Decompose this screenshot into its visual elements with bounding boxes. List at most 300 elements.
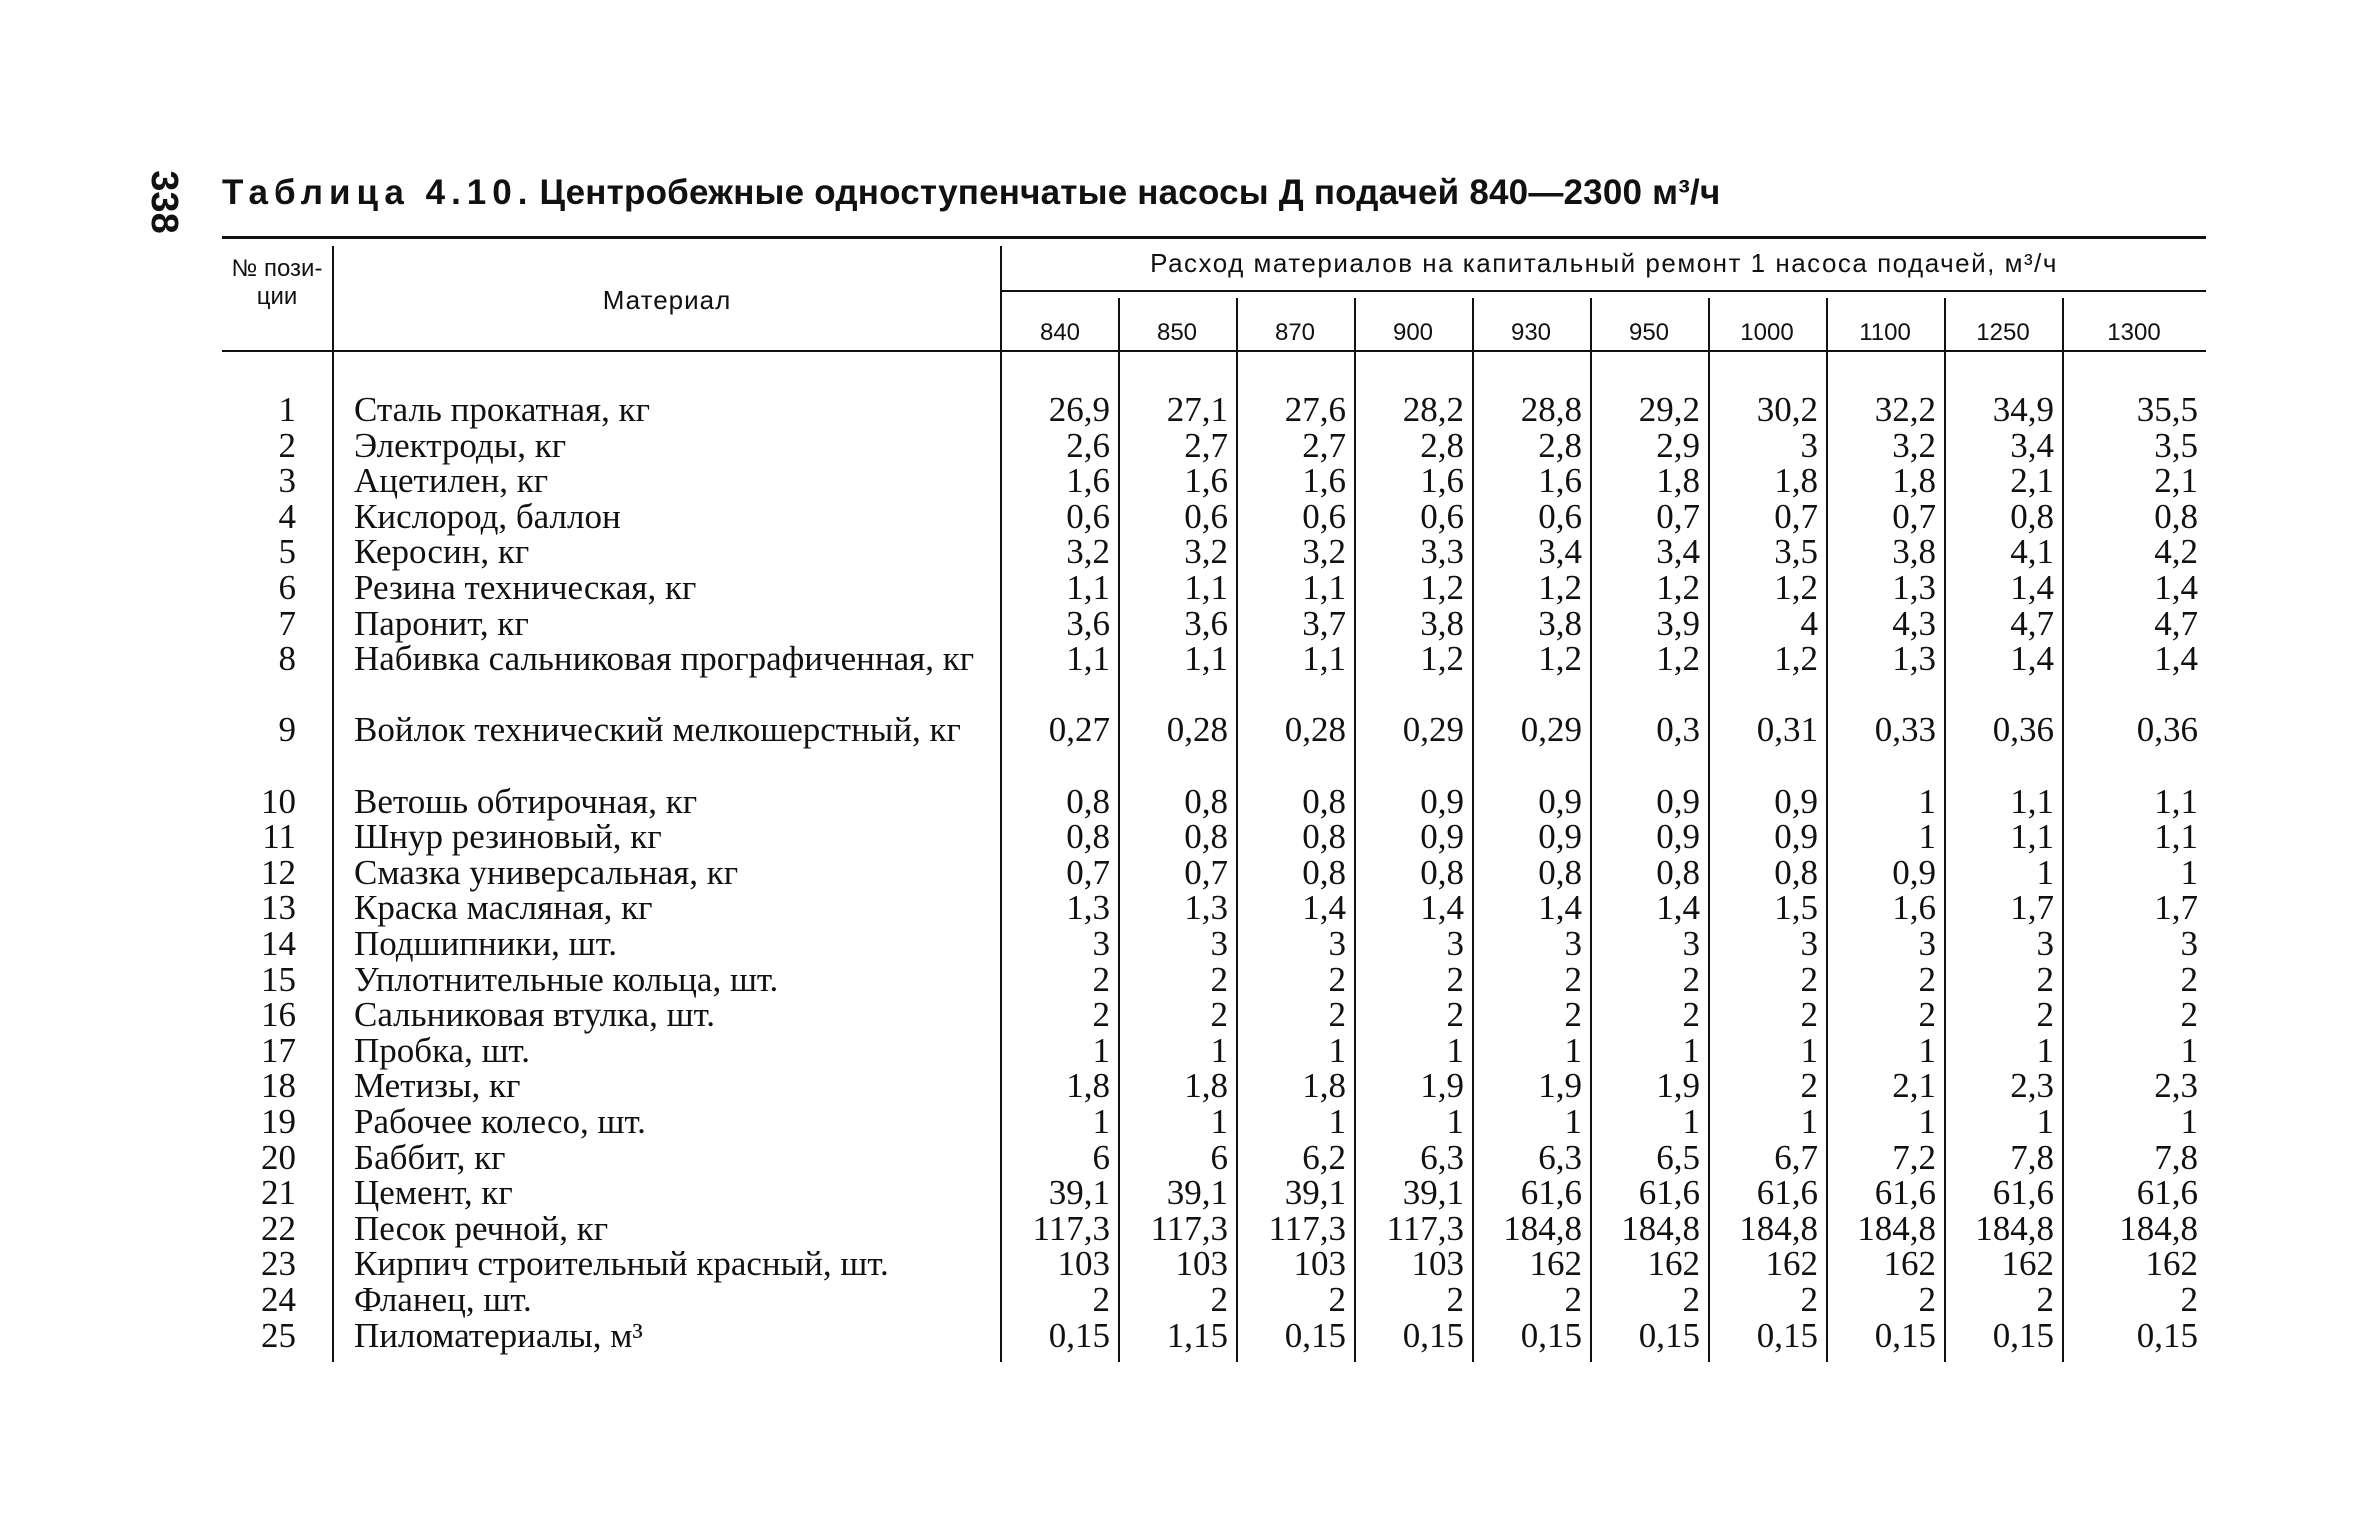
row-value: 2	[1564, 959, 1582, 999]
row-value: 3	[1446, 924, 1464, 963]
row-value: 3,5	[1774, 532, 1818, 572]
row-material: Ацетилен, кг	[354, 461, 549, 501]
header-material: Материал	[602, 285, 732, 315]
row-value: 0,15	[1874, 1315, 1936, 1355]
row-value: 1	[2180, 1102, 2198, 1141]
row-value: 6,5	[1656, 1137, 1700, 1177]
row-value: 2	[2180, 959, 2198, 999]
row-value: 61,6	[1756, 1173, 1818, 1213]
table-title	[222, 172, 1721, 214]
row-value: 2,8	[1420, 425, 1464, 465]
row-position: 23	[261, 1244, 296, 1284]
row-value: 1	[1328, 1030, 1346, 1070]
row-position: 16	[261, 995, 296, 1035]
row-value: 1,2	[1774, 639, 1818, 679]
row-value: 0,33	[1874, 710, 1936, 750]
row-material: Цемент, кг	[354, 1173, 513, 1213]
header-capacity: 950	[1628, 319, 1670, 346]
row-material: Уплотнительные кольца, шт.	[354, 959, 779, 999]
row-value: 184,8	[1739, 1208, 1818, 1248]
row-value: 3,7	[1302, 603, 1346, 643]
row-value: 1,5	[1774, 888, 1818, 928]
header-capacity: 840	[1039, 319, 1081, 346]
row-value: 3	[1564, 924, 1582, 963]
row-value: 2	[1210, 959, 1228, 999]
row-value: 61,6	[2136, 1173, 2198, 1213]
row-value: 2	[1918, 959, 1936, 999]
row-value: 3,4	[1656, 532, 1700, 572]
row-value: 3	[1918, 924, 1936, 963]
row-value: 2	[2036, 959, 2054, 999]
row-value: 0,9	[1892, 852, 1936, 892]
row-value: 39,1	[1048, 1173, 1110, 1213]
row-value: 184,8	[1975, 1208, 2054, 1248]
row-value: 1	[1800, 1102, 1818, 1141]
row-value: 29,2	[1638, 390, 1700, 429]
row-value: 39,1	[1166, 1173, 1228, 1213]
row-value: 2	[2180, 995, 2198, 1035]
row-value: 0,9	[1420, 781, 1464, 821]
row-material: Керосин, кг	[354, 532, 530, 572]
row-value: 0,8	[1656, 852, 1700, 892]
row-value: 0,7	[1066, 852, 1110, 892]
row-value: 1,1	[1184, 568, 1228, 607]
row-value: 26,9	[1048, 390, 1110, 429]
row-value: 0,28	[1284, 710, 1346, 750]
row-value: 0,31	[1756, 710, 1818, 750]
row-position: 20	[261, 1137, 296, 1177]
table-title-text: Центробежные одноступенчатые насосы Д подачей 840—2300 м³/ч	[539, 173, 1721, 212]
row-value: 61,6	[1520, 1173, 1582, 1213]
row-value: 3,8	[1538, 603, 1582, 643]
header-capacity: 1000	[1740, 319, 1794, 346]
row-value: 1,1	[2154, 781, 2198, 821]
row-value: 1,8	[1066, 1066, 1110, 1106]
row-value: 0,9	[1420, 817, 1464, 857]
row-value: 3,2	[1184, 532, 1228, 572]
row-value: 1,3	[1892, 639, 1936, 679]
row-value: 32,2	[1874, 390, 1936, 429]
row-value: 3,6	[1184, 603, 1228, 643]
row-value: 1	[1446, 1030, 1464, 1070]
row-value: 0,27	[1048, 710, 1110, 750]
row-value: 1,4	[1420, 888, 1464, 928]
row-value: 0,6	[1420, 496, 1464, 536]
row-position: 21	[261, 1173, 296, 1213]
row-value: 3	[1328, 924, 1346, 963]
row-value: 2,1	[2010, 461, 2054, 501]
row-value: 184,8	[2119, 1208, 2198, 1248]
row-value: 1,4	[2010, 639, 2054, 679]
row-position: 8	[278, 639, 296, 679]
row-value: 0,6	[1184, 496, 1228, 536]
row-material: Кирпич строительный красный, шт.	[354, 1244, 889, 1284]
row-value: 2,1	[1892, 1066, 1936, 1106]
row-material: Подшипники, шт.	[354, 924, 618, 963]
row-material: Сталь прокатная, кг	[354, 390, 650, 429]
row-value: 2	[1328, 1280, 1346, 1319]
row-value: 1,1	[2010, 781, 2054, 821]
row-value: 1	[1210, 1030, 1228, 1070]
row-value: 0,9	[1774, 781, 1818, 821]
row-value: 1,3	[1066, 888, 1110, 928]
row-value: 1,2	[1774, 568, 1818, 607]
row-value: 2	[1682, 1280, 1700, 1319]
row-value: 2	[1564, 995, 1582, 1035]
row-value: 2	[1800, 1066, 1818, 1106]
row-value: 3,3	[1420, 532, 1464, 572]
row-value: 3,4	[2010, 425, 2054, 465]
row-material: Метизы, кг	[354, 1066, 521, 1106]
row-value: 103	[1057, 1244, 1110, 1284]
row-value: 117,3	[1032, 1208, 1110, 1248]
row-value: 1,6	[1184, 461, 1228, 501]
row-value: 0,9	[1538, 781, 1582, 821]
row-value: 6,3	[1538, 1137, 1582, 1177]
row-value: 1,4	[2154, 639, 2198, 679]
row-value: 0,6	[1302, 496, 1346, 536]
row-value: 1,1	[1184, 639, 1228, 679]
row-value: 117,3	[1150, 1208, 1228, 1248]
row-value: 1,6	[1302, 461, 1346, 501]
row-value: 184,8	[1503, 1208, 1582, 1248]
row-material: Набивка сальниковая прографиченная, кг	[354, 639, 975, 679]
row-value: 1	[1092, 1030, 1110, 1070]
row-value: 1,4	[1538, 888, 1582, 928]
row-value: 1,6	[1066, 461, 1110, 501]
row-value: 2	[1446, 1280, 1464, 1319]
row-value: 0,7	[1774, 496, 1818, 536]
row-value: 0,7	[1892, 496, 1936, 536]
row-value: 103	[1175, 1244, 1228, 1284]
row-value: 0,8	[1302, 817, 1346, 857]
row-position: 12	[261, 852, 296, 892]
row-value: 1	[1918, 1030, 1936, 1070]
row-material: Рабочее колесо, шт.	[354, 1102, 646, 1141]
row-value: 0,8	[1420, 852, 1464, 892]
row-value: 2	[2036, 1280, 2054, 1319]
row-value: 162	[2001, 1244, 2054, 1284]
row-material: Песок речной, кг	[354, 1208, 609, 1248]
row-value: 3,4	[1538, 532, 1582, 572]
header-capacity: 1250	[1976, 319, 2030, 346]
row-value: 2	[1918, 995, 1936, 1035]
row-value: 27,1	[1166, 390, 1228, 429]
row-value: 3	[1210, 924, 1228, 963]
row-material: Электроды, кг	[354, 425, 567, 465]
row-material: Сальниковая втулка, шт.	[354, 995, 716, 1035]
row-value: 0,8	[1066, 817, 1110, 857]
row-value: 1,15	[1166, 1315, 1228, 1355]
row-material: Кислород, баллон	[354, 496, 621, 536]
row-value: 4,2	[2154, 532, 2198, 572]
row-value: 27,6	[1284, 390, 1346, 429]
row-value: 1	[1682, 1030, 1700, 1070]
row-value: 0,36	[1992, 710, 2054, 750]
row-value: 1,1	[1302, 639, 1346, 679]
row-value: 35,5	[2136, 390, 2198, 429]
row-value: 2	[1328, 959, 1346, 999]
row-value: 184,8	[1857, 1208, 1936, 1248]
row-value: 1,4	[1302, 888, 1346, 928]
row-value: 0,8	[2010, 496, 2054, 536]
row-value: 0,15	[1284, 1315, 1346, 1355]
row-value: 162	[1765, 1244, 1818, 1284]
row-value: 1,2	[1420, 639, 1464, 679]
row-value: 1	[1564, 1030, 1582, 1070]
row-value: 28,8	[1520, 390, 1582, 429]
row-value: 117,3	[1268, 1208, 1346, 1248]
row-value: 1,1	[1302, 568, 1346, 607]
row-value: 0,28	[1166, 710, 1228, 750]
header-consumption-group: Расход материалов на капитальный ремонт 1 насоса подачей, м³/ч	[1150, 248, 2058, 278]
row-value: 1,2	[1538, 639, 1582, 679]
row-value: 1	[2180, 1030, 2198, 1070]
row-material: Паронит, кг	[354, 603, 529, 643]
row-value: 2,1	[2154, 461, 2198, 501]
row-value: 1	[1446, 1102, 1464, 1141]
row-material: Шнур резиновый, кг	[354, 817, 662, 857]
row-value: 184,8	[1621, 1208, 1700, 1248]
header-capacity: 1100	[1859, 319, 1911, 346]
row-value: 6,2	[1302, 1137, 1346, 1177]
row-value: 1	[1092, 1102, 1110, 1141]
row-value: 2,3	[2154, 1066, 2198, 1106]
row-value: 1	[1918, 781, 1936, 821]
header-capacity: 870	[1274, 319, 1316, 346]
row-position: 2	[278, 425, 296, 465]
row-value: 39,1	[1284, 1173, 1346, 1213]
row-value: 3	[1092, 924, 1110, 963]
row-value: 3,5	[2154, 425, 2198, 465]
row-value: 1	[1682, 1102, 1700, 1141]
row-value: 2	[1446, 959, 1464, 999]
row-position: 25	[261, 1315, 296, 1355]
row-value: 3,6	[1066, 603, 1110, 643]
row-value: 3	[2180, 924, 2198, 963]
row-value: 162	[2145, 1244, 2198, 1284]
row-value: 4	[1800, 603, 1818, 643]
row-material: Краска масляная, кг	[354, 888, 653, 928]
row-value: 3	[2036, 924, 2054, 963]
row-value: 0,7	[1184, 852, 1228, 892]
header-capacity: 930	[1510, 319, 1552, 346]
row-value: 2	[2180, 1280, 2198, 1319]
row-value: 0,15	[2136, 1315, 2198, 1355]
row-position: 22	[261, 1208, 296, 1248]
row-value: 3,9	[1656, 603, 1700, 643]
row-value: 0,8	[1066, 781, 1110, 821]
row-value: 2,9	[1656, 425, 1700, 465]
row-value: 1,3	[1184, 888, 1228, 928]
row-value: 1,1	[1066, 639, 1110, 679]
row-position: 18	[261, 1066, 296, 1106]
row-value: 6,3	[1420, 1137, 1464, 1177]
row-value: 1	[1210, 1102, 1228, 1141]
row-value: 1,2	[1656, 639, 1700, 679]
header-bottom-rule	[222, 350, 2206, 352]
row-value: 0,8	[1538, 852, 1582, 892]
row-value: 2,7	[1302, 425, 1346, 465]
row-value: 1,7	[2154, 888, 2198, 928]
row-value: 0,3	[1656, 710, 1700, 750]
row-position: 6	[278, 568, 296, 607]
row-value: 4,7	[2010, 603, 2054, 643]
row-value: 2,8	[1538, 425, 1582, 465]
row-value: 2	[1564, 1280, 1582, 1319]
row-value: 1,9	[1420, 1066, 1464, 1106]
row-value: 0,15	[1520, 1315, 1582, 1355]
row-value: 4,7	[2154, 603, 2198, 643]
row-value: 1	[1328, 1102, 1346, 1141]
row-material: Ветошь обтирочная, кг	[354, 781, 698, 821]
row-value: 61,6	[1874, 1173, 1936, 1213]
row-value: 2	[1328, 995, 1346, 1035]
row-position: 24	[261, 1280, 296, 1319]
row-value: 1	[2036, 1102, 2054, 1141]
row-value: 2	[1918, 1280, 1936, 1319]
row-value: 2	[1446, 995, 1464, 1035]
row-value: 0,29	[1402, 710, 1464, 750]
row-value: 1	[1564, 1102, 1582, 1141]
row-value: 7,2	[1892, 1137, 1936, 1177]
row-value: 0,8	[2154, 496, 2198, 536]
row-position: 17	[261, 1030, 296, 1070]
row-position: 11	[262, 817, 296, 857]
row-value: 2	[1092, 1280, 1110, 1319]
table-top-rule	[222, 236, 2206, 239]
row-value: 103	[1293, 1244, 1346, 1284]
row-value: 4,1	[2010, 532, 2054, 572]
row-value: 1	[2036, 852, 2054, 892]
row-value: 1,9	[1538, 1066, 1582, 1106]
row-value: 1,7	[2010, 888, 2054, 928]
row-value: 7,8	[2010, 1137, 2054, 1177]
row-value: 2	[2036, 995, 2054, 1035]
header-group-rule	[1002, 290, 2206, 292]
row-value: 3,2	[1066, 532, 1110, 572]
row-value: 2	[1092, 995, 1110, 1035]
row-value: 1	[1800, 1030, 1818, 1070]
row-value: 6	[1092, 1137, 1110, 1177]
row-value: 0,6	[1066, 496, 1110, 536]
row-value: 0,8	[1184, 781, 1228, 821]
row-value: 0,8	[1184, 817, 1228, 857]
col-rule-position	[332, 246, 334, 1362]
row-value: 1,6	[1892, 888, 1936, 928]
row-value: 30,2	[1756, 390, 1818, 429]
row-value: 61,6	[1992, 1173, 2054, 1213]
row-value: 0,29	[1520, 710, 1582, 750]
row-value: 1,3	[1892, 568, 1936, 607]
row-value: 0,9	[1656, 781, 1700, 821]
row-value: 1,1	[2010, 817, 2054, 857]
row-position: 7	[278, 603, 296, 643]
row-value: 6,7	[1774, 1137, 1818, 1177]
row-value: 2	[1682, 959, 1700, 999]
row-value: 1,1	[2154, 817, 2198, 857]
row-value: 0,6	[1538, 496, 1582, 536]
row-position: 9	[278, 710, 296, 750]
row-value: 0,9	[1538, 817, 1582, 857]
row-value: 39,1	[1402, 1173, 1464, 1213]
row-position: 13	[261, 888, 296, 928]
row-position: 1	[278, 390, 296, 429]
row-value: 1,8	[1892, 461, 1936, 501]
row-value: 1,4	[1656, 888, 1700, 928]
row-value: 34,9	[1992, 390, 2054, 429]
header-capacity: 900	[1392, 319, 1434, 346]
row-value: 3	[1800, 425, 1818, 465]
row-position: 15	[261, 959, 296, 999]
row-value: 0,8	[1302, 852, 1346, 892]
row-value: 2	[1210, 1280, 1228, 1319]
table-title-lead: Таблица 4.10.	[222, 173, 534, 212]
row-value: 3,8	[1420, 603, 1464, 643]
row-value: 2	[1210, 995, 1228, 1035]
row-value: 1	[2036, 1030, 2054, 1070]
row-material: Пробка, шт.	[354, 1030, 530, 1070]
row-value: 0,15	[1756, 1315, 1818, 1355]
row-value: 3,2	[1302, 532, 1346, 572]
row-position: 14	[261, 924, 296, 963]
row-value: 1,6	[1420, 461, 1464, 501]
row-value: 1,4	[2154, 568, 2198, 607]
row-material: Фланец, шт.	[354, 1280, 532, 1319]
row-material: Смазка универсальная, кг	[354, 852, 739, 892]
row-value: 0,9	[1774, 817, 1818, 857]
row-value: 28,2	[1402, 390, 1464, 429]
row-value: 1	[1918, 1102, 1936, 1141]
row-position: 4	[278, 496, 296, 536]
row-value: 0,15	[1048, 1315, 1110, 1355]
row-value: 4,3	[1892, 603, 1936, 643]
header-position: № пози- ции	[231, 255, 323, 310]
row-value: 162	[1647, 1244, 1700, 1284]
row-value: 3	[1682, 924, 1700, 963]
row-value: 1,2	[1420, 568, 1464, 607]
row-value: 1	[2180, 852, 2198, 892]
row-value: 117,3	[1386, 1208, 1464, 1248]
row-value: 162	[1883, 1244, 1936, 1284]
row-position: 19	[261, 1102, 296, 1141]
row-value: 1	[1918, 817, 1936, 857]
row-material: Баббит, кг	[354, 1137, 506, 1177]
row-value: 2,6	[1066, 425, 1110, 465]
row-value: 6	[1210, 1137, 1228, 1177]
row-value: 1,8	[1656, 461, 1700, 501]
header-capacity: 1300	[2107, 319, 2161, 346]
row-value: 2	[1092, 959, 1110, 999]
row-value: 0,36	[2136, 710, 2198, 750]
row-value: 1,2	[1538, 568, 1582, 607]
row-value: 0,15	[1992, 1315, 2054, 1355]
row-value: 103	[1411, 1244, 1464, 1284]
row-value: 1,2	[1656, 568, 1700, 607]
row-value: 2	[1800, 1280, 1818, 1319]
row-value: 1,8	[1302, 1066, 1346, 1106]
header-capacity: 850	[1156, 319, 1198, 346]
row-position: 5	[278, 532, 296, 572]
row-value: 0,8	[1774, 852, 1818, 892]
row-material: Войлок технический мелкошерстный, кг	[354, 710, 961, 750]
row-value: 2	[1682, 995, 1700, 1035]
row-value: 2,3	[2010, 1066, 2054, 1106]
row-value: 0,15	[1402, 1315, 1464, 1355]
row-value: 2	[1800, 995, 1818, 1035]
row-value: 0,7	[1656, 496, 1700, 536]
row-value: 1,6	[1538, 461, 1582, 501]
